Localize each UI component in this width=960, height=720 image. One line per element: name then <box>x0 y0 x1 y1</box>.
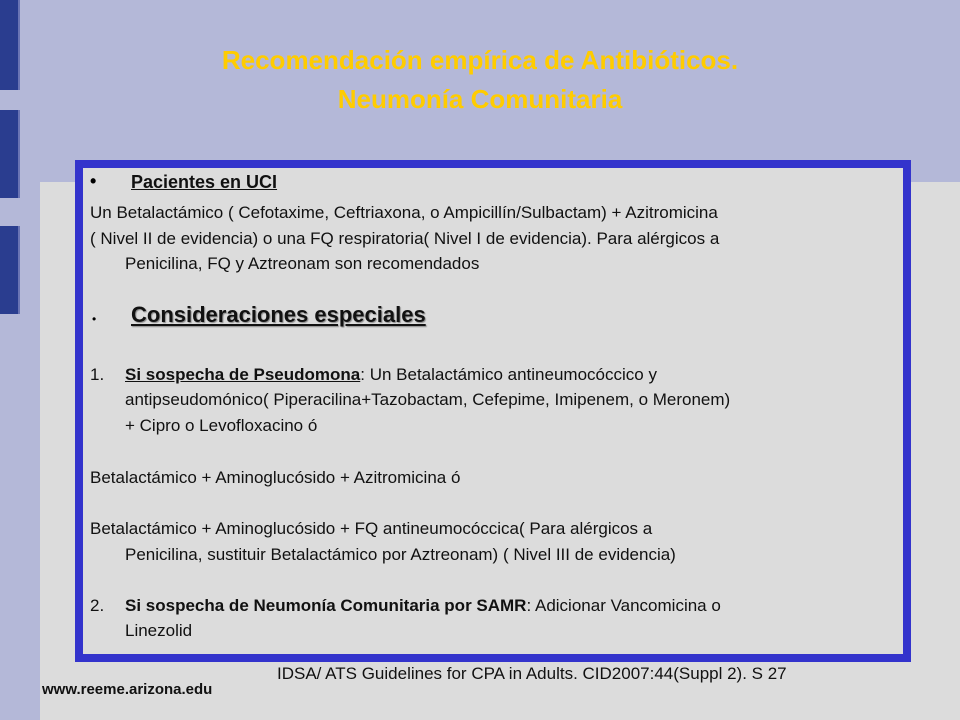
citation: IDSA/ ATS Guidelines for CPA in Adults. CID2007:44(Suppl 2). S 27 <box>277 664 787 683</box>
item-number: 2. <box>90 596 105 615</box>
section-heading-uci: Pacientes en UCI <box>131 172 278 192</box>
bullet: • <box>92 312 97 326</box>
left-panel <box>0 0 40 720</box>
pseudomona-line2: antipseudomónico( Piperacilina+Tazobactam, Cefepime, Imipenem, o Meronem) <box>125 390 731 409</box>
slide-title-line1: Recomendación empírica de Antibióticos. <box>221 45 739 75</box>
pseudomona-line1 <box>125 364 657 386</box>
uci-text-line2: ( Nivel II de evidencia) o una FQ respiratoria( Nivel I de evidencia). Para alérgicos a <box>90 229 720 248</box>
alternative-1: Betalactámico + Aminoglucósido + Azitromicina ó <box>90 468 461 487</box>
decorative-bar <box>0 226 20 314</box>
bullet: • <box>90 171 97 191</box>
uci-text-line3: Penicilina, FQ y Aztreonam son recomendados <box>125 254 480 273</box>
item-number: 1. <box>90 365 105 384</box>
pseudomona-label: Si sospecha de Pseudomona <box>125 365 361 384</box>
section-heading-consideraciones: Consideraciones especiales <box>131 302 426 327</box>
samr-line1 <box>125 595 721 617</box>
samr-text: : Adicionar Vancomicina o <box>526 596 721 615</box>
pseudomona-line3: + Cipro o Levofloxacino ó <box>125 416 318 435</box>
source-url: www.reeme.arizona.edu <box>42 681 213 698</box>
samr-label: Si sospecha de Neumonía Comunitaria por SAMR <box>125 596 527 615</box>
pseudomona-text: : Un Betalactámico antineumocóccico y <box>360 365 657 384</box>
decorative-bar <box>0 110 20 198</box>
slide-title-line2: Neumonía Comunitaria <box>337 84 623 114</box>
alternative-2-line2: Penicilina, sustituir Betalactámico por Aztreonam) ( Nivel III de evidencia) <box>125 545 676 564</box>
samr-line2: Linezolid <box>125 621 193 640</box>
uci-text-line1: Un Betalactámico ( Cefotaxime, Ceftriaxona, o Ampicillín/Sulbactam) + Azitromicina <box>90 203 718 222</box>
alternative-2-line1: Betalactámico + Aminoglucósido + FQ antineumocóccica( Para alérgicos a <box>90 519 653 538</box>
decorative-bar <box>0 0 20 90</box>
